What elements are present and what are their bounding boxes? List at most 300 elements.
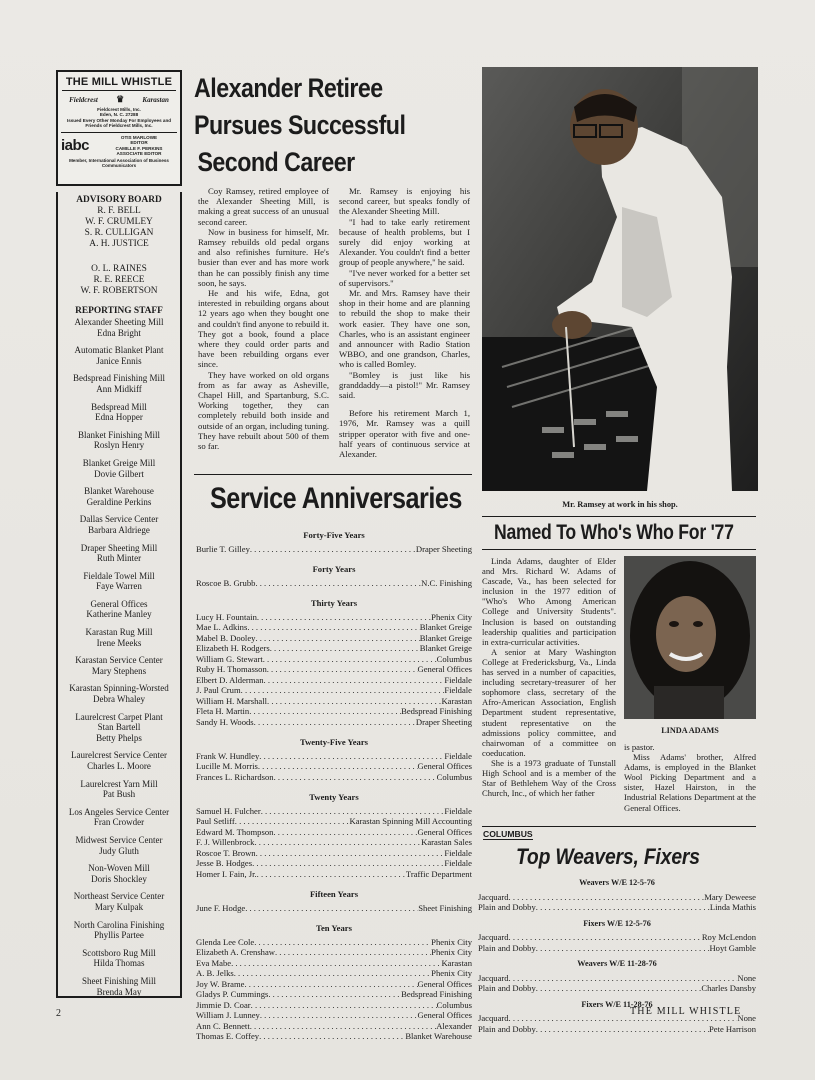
anniversary-entry-right: Karastan Spinning Mill Accounting [349, 816, 472, 826]
anniversary-entry-left: J. Paul Crum [196, 685, 241, 695]
anniversary-entry-right: Traffic Department [405, 868, 472, 879]
leader-dots [536, 943, 710, 954]
anniversary-entry [196, 622, 472, 633]
leader-dots [261, 806, 445, 817]
anniversary-entry [196, 806, 472, 817]
anniversary-entry [196, 633, 472, 644]
reporter-entry [58, 920, 180, 941]
leader-dots [536, 983, 702, 994]
reporter-plant: Laurelcrest Yarn Mill [80, 778, 158, 789]
anniversary-group-heading: Ten Years [316, 923, 352, 933]
anniversary-entry [196, 612, 472, 623]
weavers-entry-right: None [737, 972, 756, 983]
weavers-entry [478, 932, 756, 943]
karastan-logo: Karastan [142, 95, 169, 104]
reporter-entry [58, 317, 180, 338]
anniversary-entry-left: Fleta H. Martin [196, 706, 250, 716]
weavers-entry-right: Pete Harrison [708, 1023, 756, 1034]
anniversary-entry-left: Roscoe T. Brown [196, 847, 256, 858]
leader-dots [244, 979, 417, 990]
anniversary-entry [196, 1031, 472, 1042]
weavers-entry-left: Jacquard [478, 891, 509, 902]
reporter-entry [58, 599, 180, 620]
anniversary-entry [196, 979, 472, 990]
anniversary-entry [196, 717, 472, 728]
anniversary-entry-right: Phenix City [431, 947, 472, 957]
reporter-list [58, 317, 180, 997]
anniversary-entry-left: Samuel H. Fulcher [196, 805, 261, 816]
anniversary-entry-right: General Offices [417, 761, 472, 771]
anniversary-entry-left: Thomas E. Coffey [196, 1031, 260, 1041]
whos-who-paragraph: A senior at Mary Washington College at Fredericksburg, Va., Linda has served in a number of capacities, including secretary-treasurer of her sophomore class, secretary of the Afro-American Association, English Department student representative, student representative on the admissions policy committee, and chairwoman of a committee on coeducation. [482, 646, 616, 758]
divider [194, 474, 472, 475]
anniversary-entry [196, 958, 472, 969]
reporter-plant: Laurelcrest Service Center [71, 750, 167, 761]
weavers-entry-left: Plain and Dobby [478, 983, 536, 993]
anniversary-entry-right: Columbus [436, 999, 472, 1010]
weavers-group-heading: Fixers W/E 11-28-76 [581, 999, 653, 1009]
anniversary-entry-left: Jesse B. Hodges [196, 858, 253, 868]
anniversary-entry [196, 706, 472, 717]
anniversaries-list [196, 528, 472, 1052]
leader-dots [267, 664, 418, 675]
crown-icon: ♛ [116, 94, 125, 104]
anniversary-entry-right: General Offices [417, 826, 472, 837]
member-line: Member, International Association of Business Communicators [69, 157, 169, 168]
divider [482, 549, 756, 550]
leader-dots [254, 837, 421, 848]
anniversary-group-heading: Twenty Years [309, 792, 359, 802]
anniversary-entry [196, 772, 472, 783]
anniversary-entry [196, 816, 472, 827]
reporter-name: Hilda Thomas [93, 958, 145, 969]
reporter-plant: General Offices [90, 598, 148, 609]
anniversary-entry-right: Blanket Greige [419, 622, 472, 632]
anniversary-entry-right: Blanket Greige [419, 632, 472, 643]
article-paragraph: They have worked on old organs from as far away as Asheville, Chapel Hill, and Spartanburg, S.C. Working together, they can completely rebuild both inside and outside of an organ, including tuning. They have rebuilt about 500 of them so far. [198, 369, 329, 452]
anniversary-entry [196, 751, 472, 762]
anniversary-entry-right: Karastan [441, 695, 472, 706]
anniversary-entry-left: Ruby H. Thomasson [196, 664, 267, 674]
weavers-entry-left: Jacquard [478, 1013, 509, 1023]
staff-sidebar [56, 192, 182, 998]
article-paragraph: "Bomley is just like his granddaddy—a pistol!" Mr. Ramsey said. [339, 369, 470, 401]
leader-dots [252, 858, 444, 869]
anniversary-entry-right: General Offices [417, 1010, 472, 1020]
advisory-member: R. F. BELL [97, 206, 141, 216]
anniversary-entry [196, 675, 472, 686]
anniversary-entry-left: Edward M. Thompson [196, 826, 274, 837]
reporter-entry [58, 571, 180, 592]
leader-dots [234, 968, 431, 979]
leader-dots [263, 654, 437, 665]
reporter-entry [58, 948, 180, 969]
reporter-entry [58, 891, 180, 912]
anniversary-entry [196, 1010, 472, 1021]
reporter-name: Ruth Minter [96, 553, 142, 564]
leader-dots [509, 973, 738, 984]
headline-line: Pursues Successful [194, 110, 406, 140]
reporter-plant: Scottsboro Rug Mill [82, 947, 156, 958]
reporter-plant: Bedspread Finishing Mill [73, 373, 165, 384]
advisory-member: S. R. CULLIGAN [84, 228, 154, 238]
weavers-group-heading: Weavers W/E 12-5-76 [579, 878, 655, 887]
anniversary-group-heading: Thirty Years [310, 598, 358, 608]
issued-line: Issued Every Other Monday For Employees and Friends of Fieldcrest Mills, Inc. [66, 117, 172, 129]
anniversary-entry-left: William J. Lunney [196, 1010, 260, 1020]
anniversary-entry-left: Elizabeth A. Crenshaw [196, 947, 275, 957]
anniversaries-title: Service Anniversaries [210, 482, 462, 515]
anniversary-entry [196, 654, 472, 665]
article-body [198, 186, 470, 468]
anniversary-entry-left: Joy W. Brame [196, 978, 245, 989]
anniversary-entry [196, 869, 472, 880]
anniversary-entry-left: Elbert D. Alderman [196, 674, 264, 685]
whos-who-paragraph: Linda Adams, daughter of Elder and Mrs. Richard W. Adams of Cascade, Va., has been selected for inclusion in the 1977 edition of "Who's Who Among American College and University Students". Inclusion is based on outstanding leadership qualities and participation in extra-curricular activities. [482, 556, 616, 647]
reporter-entry [58, 712, 180, 744]
anniversary-group-heading: Forty Years [312, 564, 356, 574]
anniversary-entry-left: F. J. Willenbrock [196, 837, 255, 847]
page-number: 2 [56, 1008, 61, 1019]
reporter-entry [58, 458, 180, 479]
leader-dots [258, 761, 418, 772]
reporter-name: Stan Bartell Betty Phelps [96, 722, 142, 743]
anniversary-group [196, 923, 472, 1042]
advisory-member: R. E. REECE [93, 275, 145, 285]
anniversary-group-heading: Forty-Five Years [303, 530, 365, 540]
reporter-plant: Los Angeles Service Center [68, 806, 170, 817]
article-headline [194, 70, 426, 181]
divider [482, 826, 756, 827]
leader-dots [256, 848, 445, 859]
anniversary-group [196, 737, 472, 782]
anniversary-entry-right: Fieldale [444, 750, 472, 761]
weavers-entry [478, 902, 756, 913]
anniversary-group [196, 889, 472, 913]
leader-dots [259, 1031, 405, 1042]
anniversary-entry-right: Alexander [436, 1020, 472, 1031]
anniversary-entry [196, 544, 472, 555]
reporter-plant: Sheet Finishing Mill [81, 975, 156, 986]
advisory-list-2 [58, 264, 180, 297]
anniversary-entry [196, 1021, 472, 1032]
anniversary-entry-right: Fieldale [444, 674, 472, 685]
anniversary-entry-right: Phenix City [431, 936, 472, 947]
masthead-title: THE MILL WHISTLE [62, 76, 176, 91]
reporter-entry [58, 976, 180, 997]
anniversary-entry-right: Blanket Greige [419, 643, 472, 653]
anniversary-entry-left: June F. Hodge [196, 902, 246, 913]
article-paragraph: Now in business for himself, Mr. Ramsey rebuilds old pedal organs and also refinishes furniture. He's busier than ever and has more work than he can possibly finish any time soon, he says. [198, 226, 329, 288]
leader-dots [249, 706, 401, 717]
anniversary-entry-left: Mabel B. Dooley [196, 632, 256, 643]
iabc-logo: iabc [61, 137, 90, 155]
anniversary-entry-left: Frank W. Hundley [196, 750, 260, 761]
leader-dots [231, 958, 441, 969]
leader-dots [245, 903, 418, 914]
leader-dots [274, 772, 437, 783]
reporter-plant: Alexander Sheeting Mill [74, 317, 164, 327]
reporter-plant: Northeast Service Center [73, 891, 165, 902]
leader-dots [247, 622, 419, 633]
anniversary-group-heading: Twenty-Five Years [299, 737, 368, 747]
editors [101, 135, 177, 157]
anniversary-entry [196, 848, 472, 859]
anniversary-entry-left: Lucy H. Fountain [196, 611, 257, 622]
weavers-entry-right: Hoyt Gamble [709, 942, 756, 953]
reporter-name: Ann Midkiff [96, 383, 142, 394]
anniversary-group [196, 564, 472, 588]
whos-who-title: Named To Who's Who For '77 [494, 521, 734, 544]
anniversary-entry-right: Sheet Finishing [418, 902, 472, 913]
anniversary-entry-right: Phenix City [431, 968, 472, 978]
reporter-name: Faye Warren [96, 581, 142, 592]
anniversary-entry-left: William G. Stewart [196, 653, 263, 664]
whos-who-body [482, 556, 616, 798]
anniversary-entry-left: Sandy H. Woods [196, 716, 254, 727]
anniversary-entry-left: Ann C. Bennett [196, 1020, 250, 1031]
reporter-name: Geraldine Perkins [86, 496, 152, 507]
article-paragraph: Before his retirement March 1, 1976, Mr. Ramsey was a quill stripper operator with five and one-half years of continuous service at Alexander. [339, 408, 470, 460]
reporter-name: Charles L. Moore [87, 761, 151, 771]
anniversary-group [196, 598, 472, 727]
leader-dots [251, 1000, 437, 1011]
reporter-name: Dovie Gilbert [94, 468, 144, 479]
anniversary-entry [196, 947, 472, 958]
anniversary-group [196, 530, 472, 554]
reporter-plant: Midwest Service Center [75, 834, 163, 845]
advisory-list-1 [58, 206, 180, 250]
columbus-label: COLUMBUS [483, 829, 533, 839]
masthead [56, 70, 182, 186]
reporter-plant: Karastan Service Center [75, 655, 163, 666]
anniversary-entry-left: Roscoe B. Grubb [196, 577, 256, 588]
reporter-name: Mary Kulpak [94, 901, 144, 912]
leader-dots [509, 932, 702, 943]
editor-title: EDITOR [130, 140, 148, 146]
reporter-name: Edna Bright [97, 327, 141, 338]
anniversary-entry-left: Jimmie D. Coar [196, 999, 251, 1010]
leader-dots [235, 816, 350, 827]
weavers-entry-left: Jacquard [478, 972, 509, 983]
anniversary-entry-left: Mae L. Adkins [196, 622, 248, 632]
anniversary-entry [196, 1000, 472, 1011]
reporter-name: Irene Meeks [96, 637, 142, 648]
leader-dots [260, 1010, 418, 1021]
reporter-plant: Dallas Service Center [79, 514, 159, 525]
anniversary-entry-right: Bedspread Finishing [401, 989, 472, 999]
leader-dots [257, 869, 406, 880]
leader-dots [241, 685, 445, 696]
reporter-name: Judy Gluth [99, 845, 139, 856]
reporter-entry [58, 543, 180, 564]
reporter-entry [58, 627, 180, 648]
anniversary-entry-left: A. B. Jelks [196, 968, 234, 978]
article-paragraph: "I've never worked for a better set of supervisors." [339, 267, 470, 288]
article-paragraph: "I had to take early retirement because of health problems, but I surely did enjoy working at Alexander. You couldn't find a better group of people anywhere," he said. [339, 216, 470, 268]
weavers-entry-left: Plain and Dobby [478, 902, 536, 912]
leader-dots [250, 544, 416, 555]
anniversary-entry [196, 578, 472, 589]
reporter-plant: Laurelcrest Carpet Plant [75, 711, 163, 722]
anniversary-entry-right: Fieldale [444, 847, 472, 858]
whos-who-continued [624, 742, 756, 813]
anniversary-entry-left: Lucille M. Morris [196, 761, 258, 771]
reporter-entry [58, 402, 180, 423]
leader-dots [536, 902, 710, 913]
anniversary-entry-right: Fieldale [444, 858, 472, 868]
associate-title: ASSOCIATE EDITOR [116, 151, 162, 157]
leader-dots [273, 827, 417, 838]
reporter-entry [58, 750, 180, 771]
weavers-group [478, 919, 756, 954]
leader-dots [264, 675, 445, 686]
weavers-entry [478, 973, 756, 984]
weavers-group-heading: Fixers W/E 12-5-76 [583, 918, 651, 928]
headline-line: Second Career [197, 147, 355, 177]
reporter-plant: Blanket Greige Mill [82, 457, 156, 468]
anniversary-entry [196, 968, 472, 979]
leader-dots [536, 1024, 709, 1035]
weavers-entry-left: Plain and Dobby [478, 942, 536, 953]
leader-dots [254, 717, 416, 728]
anniversary-entry-left: William H. Marshall [196, 695, 268, 706]
reporter-entry [58, 683, 180, 704]
whos-who-paragraph: is pastor. [624, 742, 655, 752]
weavers-entry [478, 892, 756, 903]
leader-dots [255, 633, 419, 644]
anniversary-entry-right: Blanket Warehouse [405, 1031, 472, 1041]
leader-dots [270, 643, 420, 654]
reporter-entry [58, 779, 180, 800]
reporter-plant: Fieldale Towel Mill [83, 570, 155, 581]
anniversary-entry [196, 827, 472, 838]
reporter-name: Edna Hopper [95, 412, 143, 423]
anniversary-group [196, 792, 472, 879]
associate-name: CAMILLE F. PERKINS [115, 145, 163, 151]
weavers-title: Top Weavers, Fixers [516, 844, 700, 869]
anniversary-entry [196, 858, 472, 869]
leader-dots [267, 696, 441, 707]
leader-dots [254, 937, 431, 948]
reporter-name: Janice Ennis [96, 355, 142, 366]
reporter-name: Doris Shockley [91, 873, 147, 884]
weavers-entry-left: Jacquard [478, 932, 509, 942]
leader-dots [257, 612, 431, 623]
article-paragraph: Mr. Ramsey is enjoying his second career, but speaks fondly of the Alexander Sheeting Mill. [339, 186, 470, 217]
adams-photo [624, 556, 756, 719]
anniversary-entry-left: Frances L. Richardson [196, 771, 274, 782]
footer-publication: THE MILL WHISTLE [630, 1006, 742, 1017]
reporter-entry [58, 863, 180, 884]
ramsey-caption: Mr. Ramsey at work in his shop. [562, 500, 678, 509]
leader-dots [268, 989, 401, 1000]
reporter-entry [58, 486, 180, 507]
advisory-member: W. F. ROBERTSON [80, 286, 158, 296]
anniversary-entry-left: Burlie T. Gilley [196, 543, 250, 554]
anniversary-entry-right: Columbus [436, 653, 472, 664]
masthead-logos [60, 94, 178, 105]
reporter-name: Debra Whaley [92, 694, 146, 705]
reporter-plant: Blanket Warehouse [84, 486, 154, 497]
reporter-name: Brenda May [96, 986, 142, 997]
reporter-plant: Draper Sheeting Mill [80, 542, 158, 553]
anniversary-entry-right: General Offices [417, 664, 472, 674]
leader-dots [255, 578, 421, 589]
address: Eden, N. C. 27288 [99, 112, 139, 118]
weavers-group [478, 878, 756, 913]
publisher: Fieldcrest Mills, Inc. [97, 107, 141, 112]
anniversary-entry [196, 696, 472, 707]
reporter-entry [58, 807, 180, 828]
anniversary-entry-right: Fieldale [444, 685, 472, 695]
anniversary-group-heading: Fifteen Years [309, 889, 359, 899]
weavers-entry-right: Linda Mathis [709, 902, 756, 912]
anniversary-entry-right: Bedspread Finishing [401, 706, 472, 716]
whos-who-paragraph: She is a 1973 graduate of Tunstall High School and is a member of the Star of Bethlehem Way of the Cross Church, Inc., of which her father [482, 757, 616, 799]
weavers-entry-right: Charles Dansby [701, 983, 756, 993]
anniversary-entry-right: General Offices [417, 978, 472, 989]
anniversary-entry [196, 989, 472, 1000]
reporter-name: Pat Bush [102, 789, 136, 800]
anniversary-entry-left: Gladys P. Cummings [196, 989, 269, 999]
reporter-name: Barbara Aldriege [88, 524, 150, 535]
weavers-group-heading: Weavers W/E 11-28-76 [577, 959, 657, 968]
anniversary-entry [196, 837, 472, 848]
adams-illustration [624, 556, 756, 719]
weavers-entry [478, 983, 756, 994]
reporter-name: Fran Crowder [93, 817, 145, 828]
anniversary-entry [196, 937, 472, 948]
reporter-plant: Karastan Spinning-Worsted [69, 683, 169, 694]
anniversary-entry-right: N.C. Finishing [421, 577, 472, 588]
reporter-entry [58, 373, 180, 394]
leader-dots [275, 947, 431, 958]
advisory-heading: ADVISORY BOARD [76, 195, 162, 205]
reporter-entry [58, 430, 180, 451]
article-paragraph: Coy Ramsey, retired employee of the Alexander Sheeting Mill, is making a great success of an unusual second career. [198, 186, 329, 227]
reporting-heading: REPORTING STAFF [75, 306, 163, 316]
anniversary-entry-right: Draper Sheeting [415, 543, 472, 554]
reporter-entry [58, 655, 180, 676]
reporter-entry [58, 345, 180, 366]
reporter-plant: Bedspread Mill [91, 401, 147, 412]
weavers-group [478, 959, 756, 994]
article-paragraph: Mr. and Mrs. Ramsey have their shop in their home and are planning to rebuild the shop to make their work easier. They have one son, Charles, who is an assistant engineer and announcer with Radio Station WBBO, and one grandson, Charles, who is called Bomley. [339, 288, 470, 370]
ramsey-photo [482, 67, 758, 491]
weavers-entry-right: None [737, 1013, 756, 1023]
headline-line: Alexander Retiree [194, 73, 383, 103]
advisory-member: A. H. JUSTICE [89, 239, 149, 249]
weavers-entry-left: Plain and Dobby [478, 1023, 536, 1034]
anniversary-entry-left: Glenda Lee Cole [196, 936, 255, 947]
editor-row [61, 132, 177, 157]
weavers-entry-right: Mary Deweese [704, 891, 756, 902]
advisory-member: W. F. CRUMLEY [85, 217, 153, 227]
weavers-entry [478, 943, 756, 954]
reporter-name: Katherine Manley [86, 609, 152, 620]
anniversary-entry-left: Elizabeth H. Rodgers [196, 643, 270, 653]
adams-caption: LINDA ADAMS [661, 726, 719, 735]
fieldcrest-logo: Fieldcrest [69, 95, 98, 104]
anniversary-entry [196, 685, 472, 696]
reporter-plant: Blanket Finishing Mill [77, 429, 160, 440]
reporter-name: Phyllis Partee [94, 930, 144, 941]
anniversary-entry-right: Draper Sheeting [415, 716, 472, 727]
whos-who-paragraph: Miss Adams' brother, Alfred Adams, is employed in the Blanket Wool Picking Department and a sister, Hazel Hairston, in the Industrial Relations Department at the General Offices. [624, 752, 756, 813]
leader-dots [259, 751, 444, 762]
weavers-entry [478, 1024, 756, 1035]
